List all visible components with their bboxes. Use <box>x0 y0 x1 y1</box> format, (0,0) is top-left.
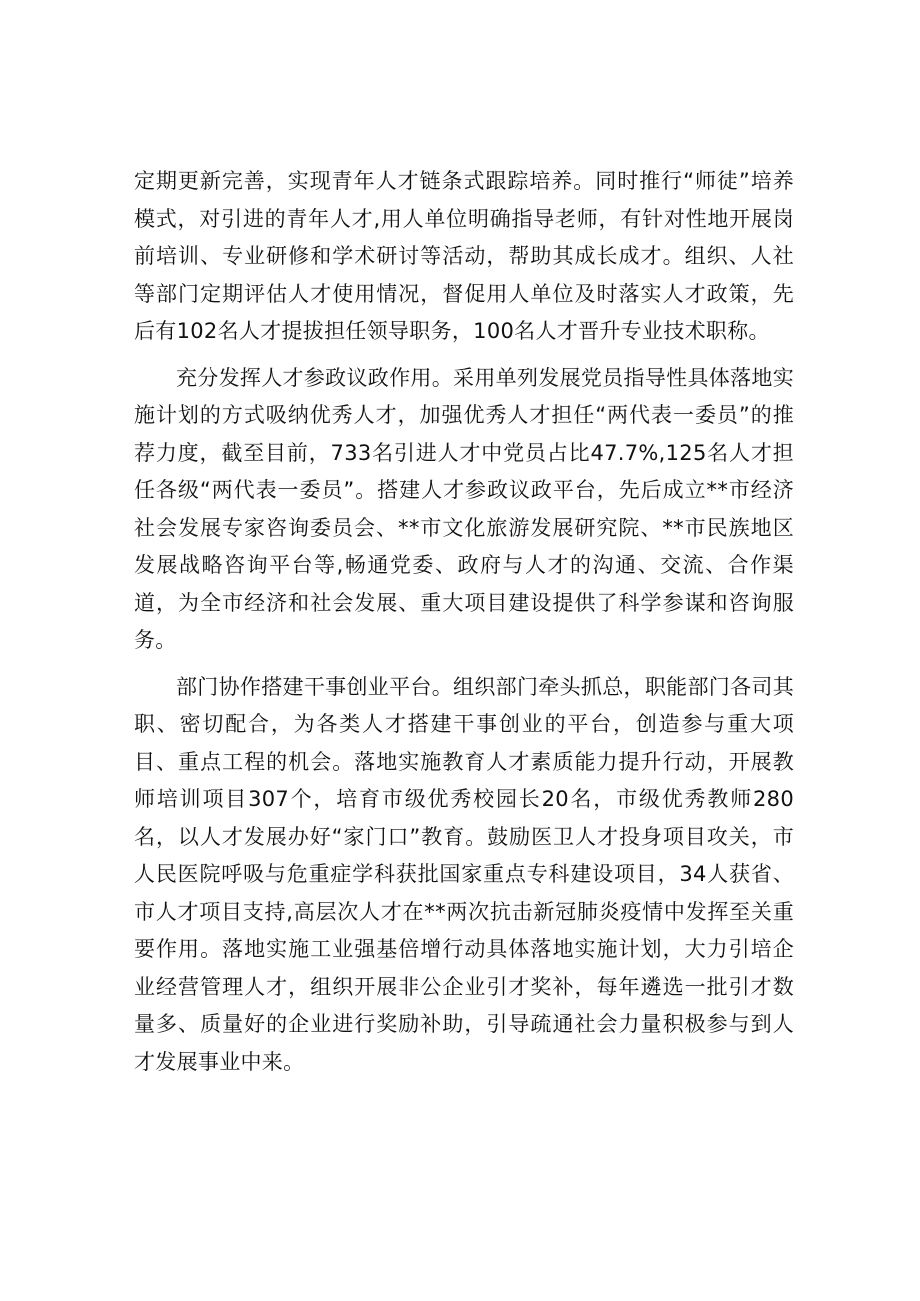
paragraph-continued: 定期更新完善，实现青年人才链条式跟踪培养。同时推行“师徒”培养模式，对引进的青年人才,用人单位明确指导老师，有针对性地开展岗前培训、专业研修和学术研讨等活动，帮助其成长成才。组织、人社等部门定期评估人才使用情况，督促用人单位及时落实人才政策，先后有102名人才提拔担任领导职务，100名人才晋升专业技术职称。 <box>134 169 794 343</box>
paragraph-career-platform: 部门协作搭建干事创业平台。组织部门牵头抓总，职能部门各司其职、密切配合，为各类人才搭建干事创业的平台，创造参与重大项目、重点工程的机会。落地实施教育人才素质能力提升行动，开展教师培训项目307个，培育市级优秀校园长20名，市级优秀教师280名，以人才发展办好“家门口”教育。鼓励医卫人才投身项目攻关，市人民医院呼吸与危重症学科获批国家重点专科建设项目，34人获省、市人才项目支持,高层次人才在**两次抗击新冠肺炎疫情中发挥至关重要作用。落地实施工业强基倍增行动具体落地实施计划，大力引培企业经营管理人才，组织开展非公企业引才奖补，每年遴选一批引才数量多、质量好的企业进行奖励补助，引导疏通社会力量积极参与到人才发展事业中来。 <box>134 674 794 1074</box>
document-body <box>134 163 794 1090</box>
paragraph-political-participation: 充分发挥人才参政议政作用。采用单列发展党员指导性具体落地实施计划的方式吸纳优秀人才，加强优秀人才担任“两代表一委员”的推荐力度，截至目前，733名引进人才中党员占比47.7%,125名人才担任各级“两代表一委员”。搭建人才参政议政平台，先后成立**市经济社会发展专家咨询委员会、**市文化旅游发展研究院、**市民族地区发展战略咨询平台等,畅通党委、政府与人才的沟通、交流、合作渠道，为全市经济和社会发展、重大项目建设提供了科学参谋和咨询服务。 <box>134 365 794 652</box>
